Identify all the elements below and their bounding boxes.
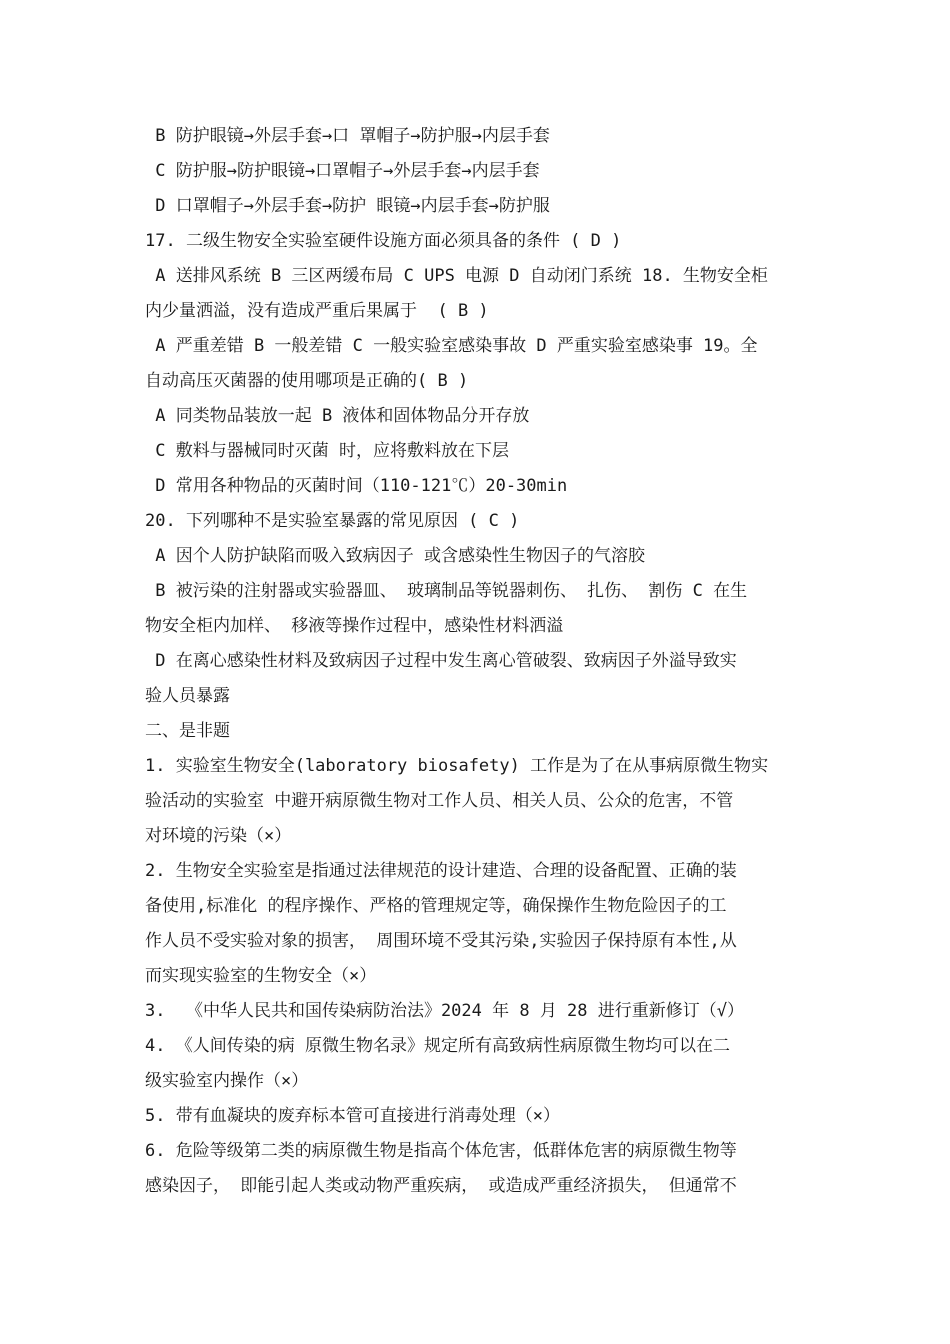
question-17: 17. 二级生物安全实验室硬件设施方面必须具备的条件 ( D ) — [145, 231, 622, 251]
text-line: 2. 生物安全实验室是指通过法律规范的设计建造、合理的设备配置、正确的装 — [145, 861, 737, 881]
text-line: A 因个人防护缺陷而吸入致病因子 或含感染性生物因子的气溶胶 — [145, 546, 645, 566]
text-line: 备使用,标准化 的程序操作、严格的管理规定等，确保操作生物危险因子的工 — [145, 896, 727, 916]
question-20: 20. 下列哪种不是实验室暴露的常见原因 ( C ) — [145, 511, 520, 531]
text-line: A 严重差错 B 一般差错 C 一般实验室感染事故 D 严重实验室感染事 19。全 — [145, 336, 758, 356]
text-line: A 送排风系统 B 三区两缓布局 C UPS 电源 D 自动闭门系统 18. 生物安全柜 — [145, 266, 768, 286]
text-line: 感染因子， 即能引起人类或动物严重疾病， 或造成严重经济损失， 但通常不 — [145, 1176, 737, 1196]
text-line: 作人员不受实验对象的损害， 周围环境不受其污染,实验因子保持原有本性,从 — [145, 931, 737, 951]
text-line: 而实现实验室的生物安全（×） — [145, 966, 377, 986]
text-line: D 口罩帽子→外层手套→防护 眼镜→内层手套→防护服 — [145, 196, 550, 216]
document-body — [145, 119, 815, 1204]
text-line: 验人员暴露 — [145, 686, 230, 706]
text-line: 3. 《中华人民共和国传染病防治法》2024 年 8 月 28 进行重新修订（√） — [145, 1001, 744, 1021]
text-line: C 敷料与器械同时灭菌 时，应将敷料放在下层 — [145, 441, 509, 461]
text-line: B 被污染的注射器或实验器皿、 玻璃制品等锐器刺伤、 扎伤、 割伤 C 在生 — [145, 581, 748, 601]
text-line: 对环境的污染（×） — [145, 826, 292, 846]
text-line: 6. 危险等级第二类的病原微生物是指高个体危害，低群体危害的病原微生物等 — [145, 1141, 737, 1161]
text-line: 物安全柜内加样、 移液等操作过程中，感染性材料洒溢 — [145, 616, 564, 636]
text-line: 内少量洒溢，没有造成严重后果属于 ( B ) — [145, 301, 489, 321]
section-heading: 二、是非题 — [145, 721, 230, 741]
text-line: C 防护服→防护眼镜→口罩帽子→外层手套→内层手套 — [145, 161, 540, 181]
text-line: 自动高压灭菌器的使用哪项是正确的( B ) — [145, 371, 469, 391]
text-line: 4. 《人间传染的病 原微生物名录》规定所有高致病性病原微生物均可以在二 — [145, 1036, 730, 1056]
text-line: 5. 带有血凝块的废弃标本管可直接进行消毒处理（×） — [145, 1106, 560, 1126]
text-line: B 防护眼镜→外层手套→口 罩帽子→防护服→内层手套 — [145, 126, 550, 146]
text-line: 级实验室内操作（×） — [145, 1071, 309, 1091]
text-line: D 在离心感染性材料及致病因子过程中发生离心管破裂、致病因子外溢导致实 — [145, 651, 737, 671]
text-line: A 同类物品装放一起 B 液体和固体物品分开存放 — [145, 406, 530, 426]
text-line: D 常用各种物品的灭菌时间（110-121℃）20-30min — [145, 476, 568, 496]
text-line: 验活动的实验室 中避开病原微生物对工作人员、相关人员、公众的危害，不管 — [145, 791, 734, 811]
text-line: 1. 实验室生物安全(laboratory biosafety) 工作是为了在从事病原微生物实 — [145, 756, 769, 776]
